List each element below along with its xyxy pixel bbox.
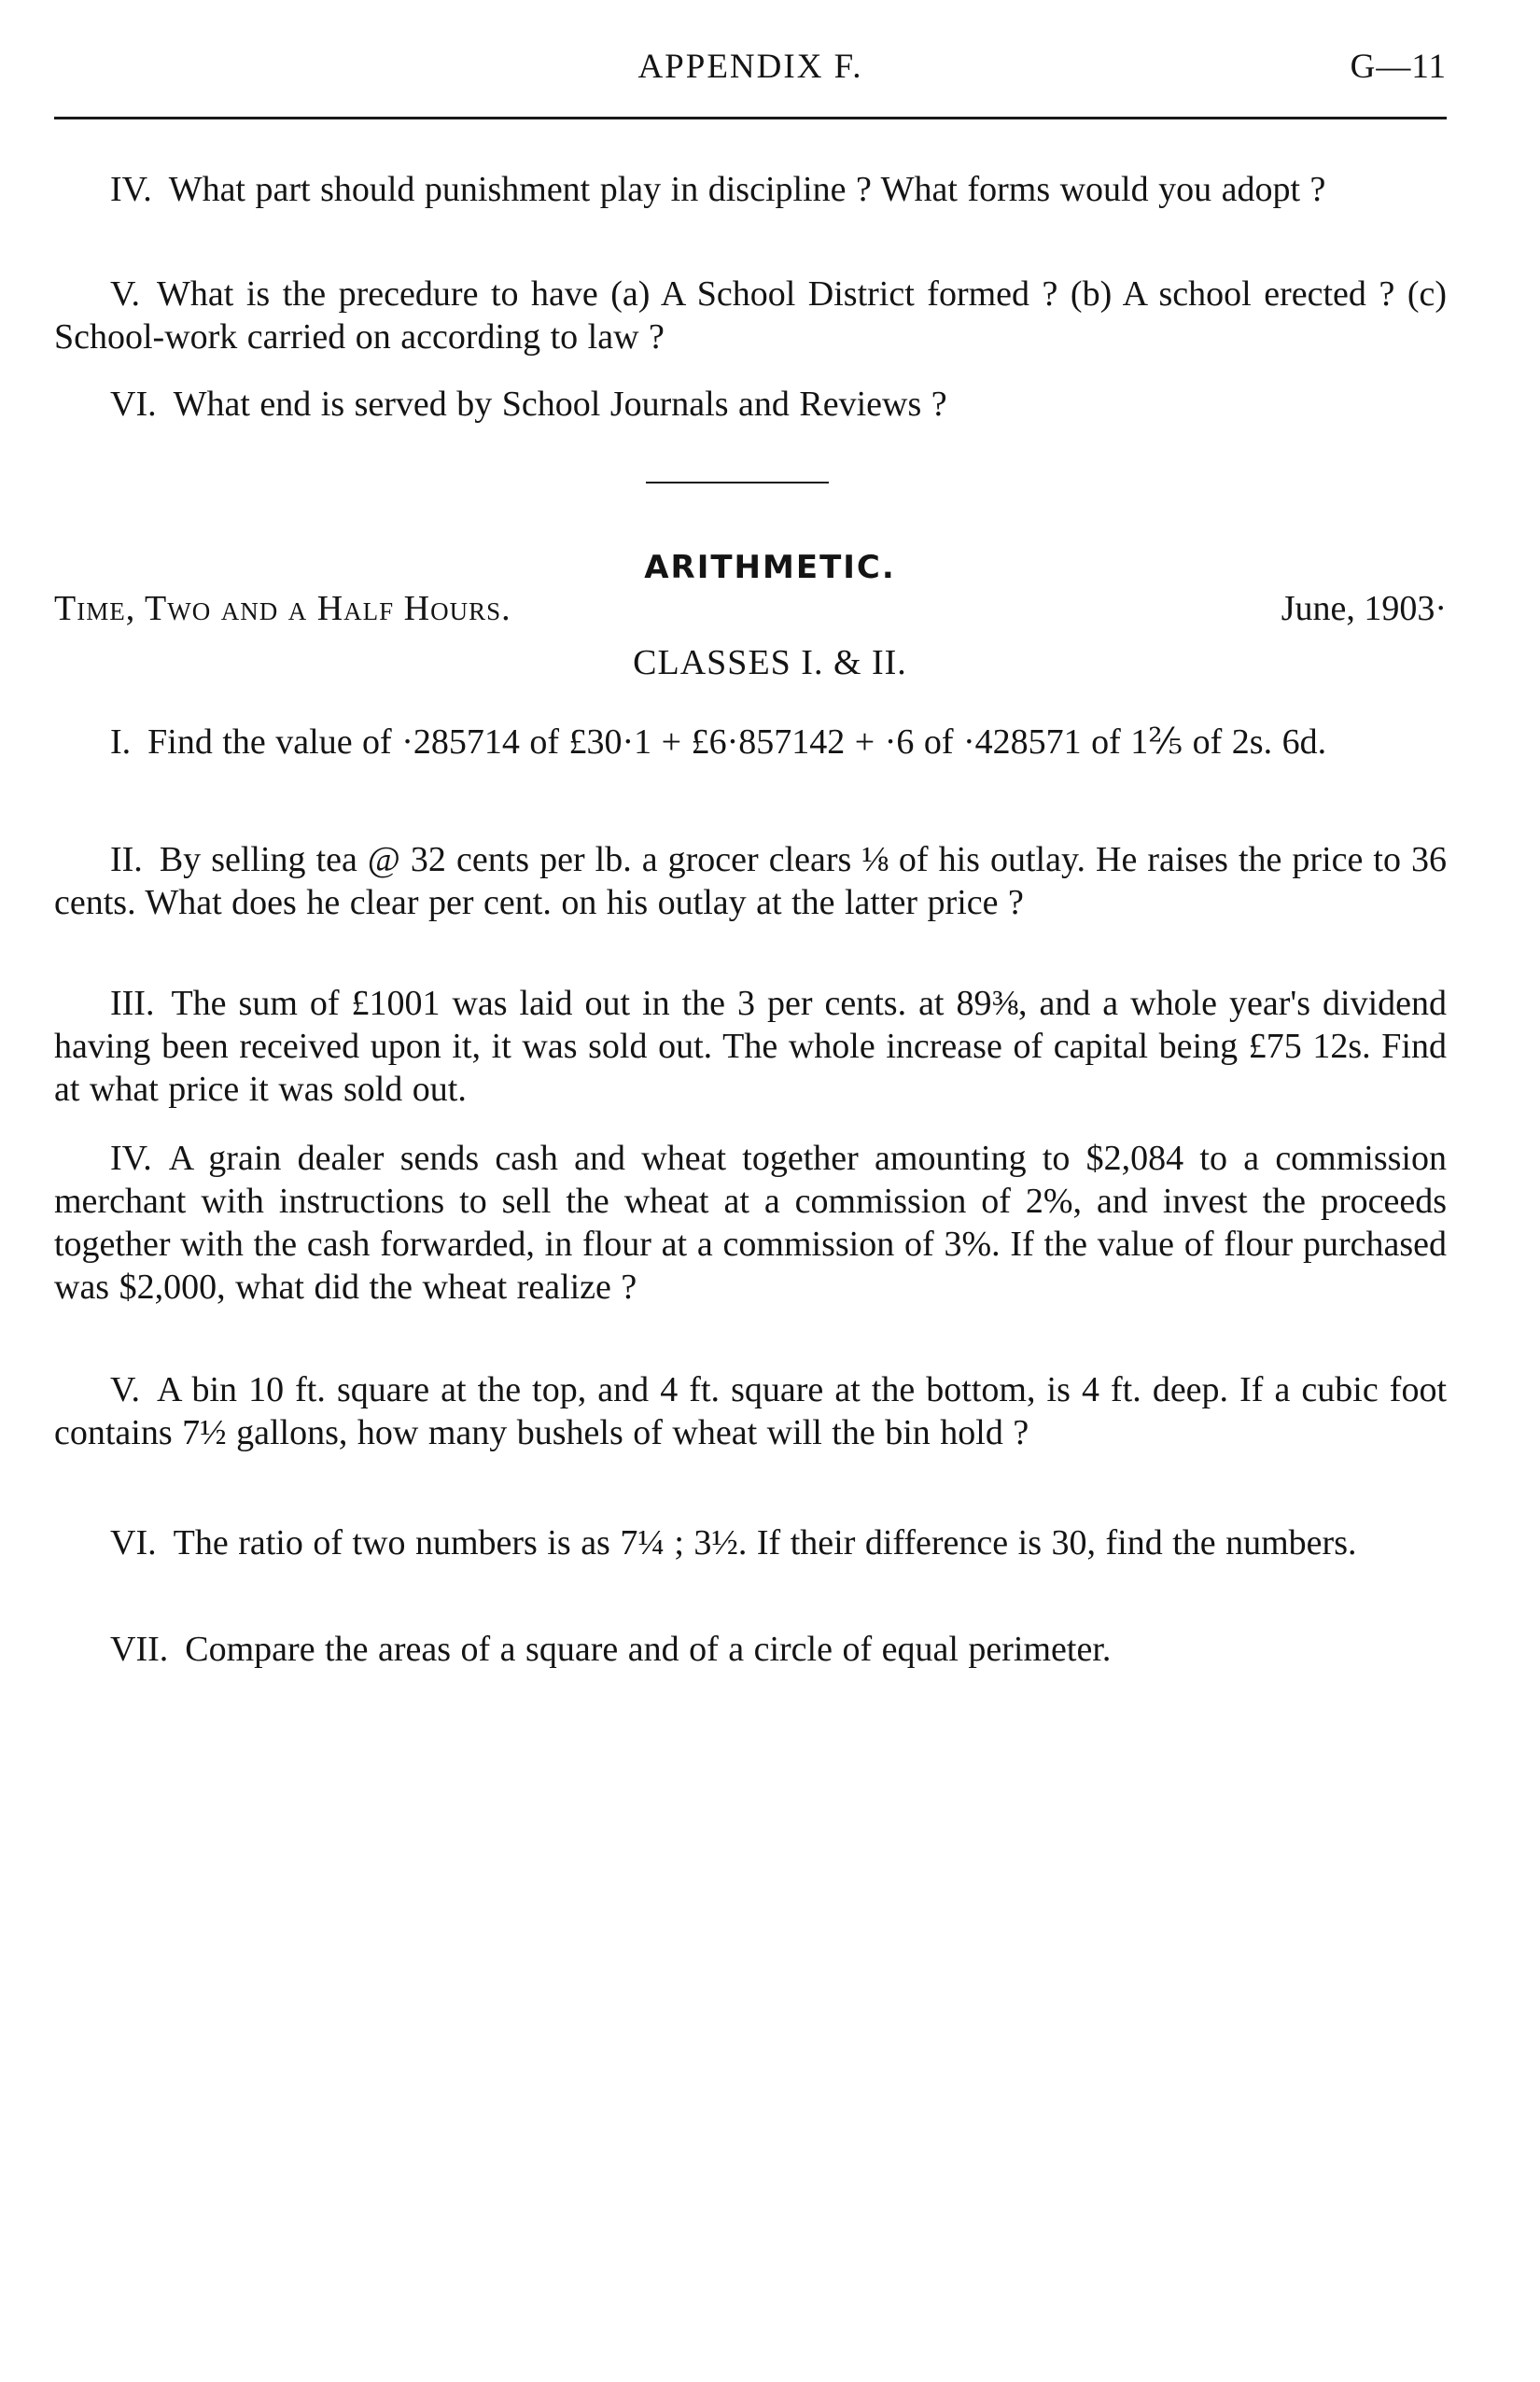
question-block-iii	[54, 982, 1447, 1111]
question-text: A bin 10 ft. square at the top, and 4 ft. square at the bottom, is 4 ft. deep. If a cubic foot contains 7½ gallons, how many bushels of wheat will the bin hold ?	[54, 1370, 1447, 1452]
question-number: IV.	[110, 1139, 152, 1178]
header-rule	[54, 117, 1447, 119]
question-block-prev-iv	[54, 168, 1447, 211]
question-number: VI.	[110, 385, 157, 424]
section-divider	[646, 482, 829, 483]
question-text: What part should punishment play in discipline ? What forms would you adopt ?	[168, 170, 1326, 209]
classes-heading: CLASSES I. & II.	[633, 643, 907, 682]
question-number: V.	[110, 274, 141, 314]
question-text: The sum of £1001 was laid out in the 3 per cents. at 89⅜, and a whole year's dividend having been received upon it, it was sold out. The whole increase of capital being £75 12s. Find at what price it was sold out.	[54, 984, 1447, 1109]
question-number: IV.	[110, 170, 152, 209]
question-text: What end is served by School Journals and Reviews ?	[173, 385, 947, 424]
question-text: What is the precedure to have (a) A School District formed ? (b) A school erected ? (c) School-work carried on according to law ?	[54, 274, 1447, 357]
question-number: V.	[110, 1370, 141, 1409]
question-block-ii	[54, 838, 1447, 924]
header-title: APPENDIX F.	[637, 48, 863, 86]
page-number: G—11	[1350, 48, 1447, 86]
section-title: ARITHMETIC.	[644, 549, 896, 586]
question-block-prev-v	[54, 273, 1447, 358]
question-text: Compare the areas of a square and of a circle of equal perimeter.	[185, 1630, 1112, 1669]
question-text: The ratio of two numbers is as 7¼ ; 3½. If their difference is 30, find the numbers.	[173, 1523, 1357, 1562]
question-block-prev-vi	[54, 383, 1447, 426]
question-number: II.	[110, 840, 143, 879]
question-number: I.	[110, 722, 132, 762]
time-line	[54, 588, 1447, 633]
exam-date: June, 1903·	[1281, 589, 1447, 628]
page-header	[54, 47, 1447, 99]
question-text: By selling tea @ 32 cents per lb. a grocer clears ⅛ of his outlay. He raises the price to 36 cents. What does he clear per cent. on his outlay at the latter price ?	[54, 840, 1447, 922]
question-number: III.	[110, 984, 155, 1023]
question-block-iv	[54, 1137, 1447, 1309]
question-number: VI.	[110, 1523, 157, 1562]
question-text: Find the value of ·285714 of £30·1 + £6·857142 + ·6 of ·428571 of 1⅖ of 2s. 6d.	[147, 722, 1327, 762]
question-block-v	[54, 1368, 1447, 1454]
question-block-vii	[54, 1628, 1447, 1671]
question-block-i	[54, 721, 1447, 764]
question-text: A grain dealer sends cash and wheat together amounting to $2,084 to a commission merchant with instructions to sell the wheat at a commission of 2%, and invest the proceeds together with the cash forwarded, in flour at a commission of 3%. If the value of flour purchased was $2,000, what did the wheat realize ?	[54, 1139, 1447, 1307]
question-number: VII.	[110, 1630, 169, 1669]
question-block-vi	[54, 1521, 1447, 1564]
time-allowed: Time, Two and a Half Hours.	[54, 589, 511, 628]
